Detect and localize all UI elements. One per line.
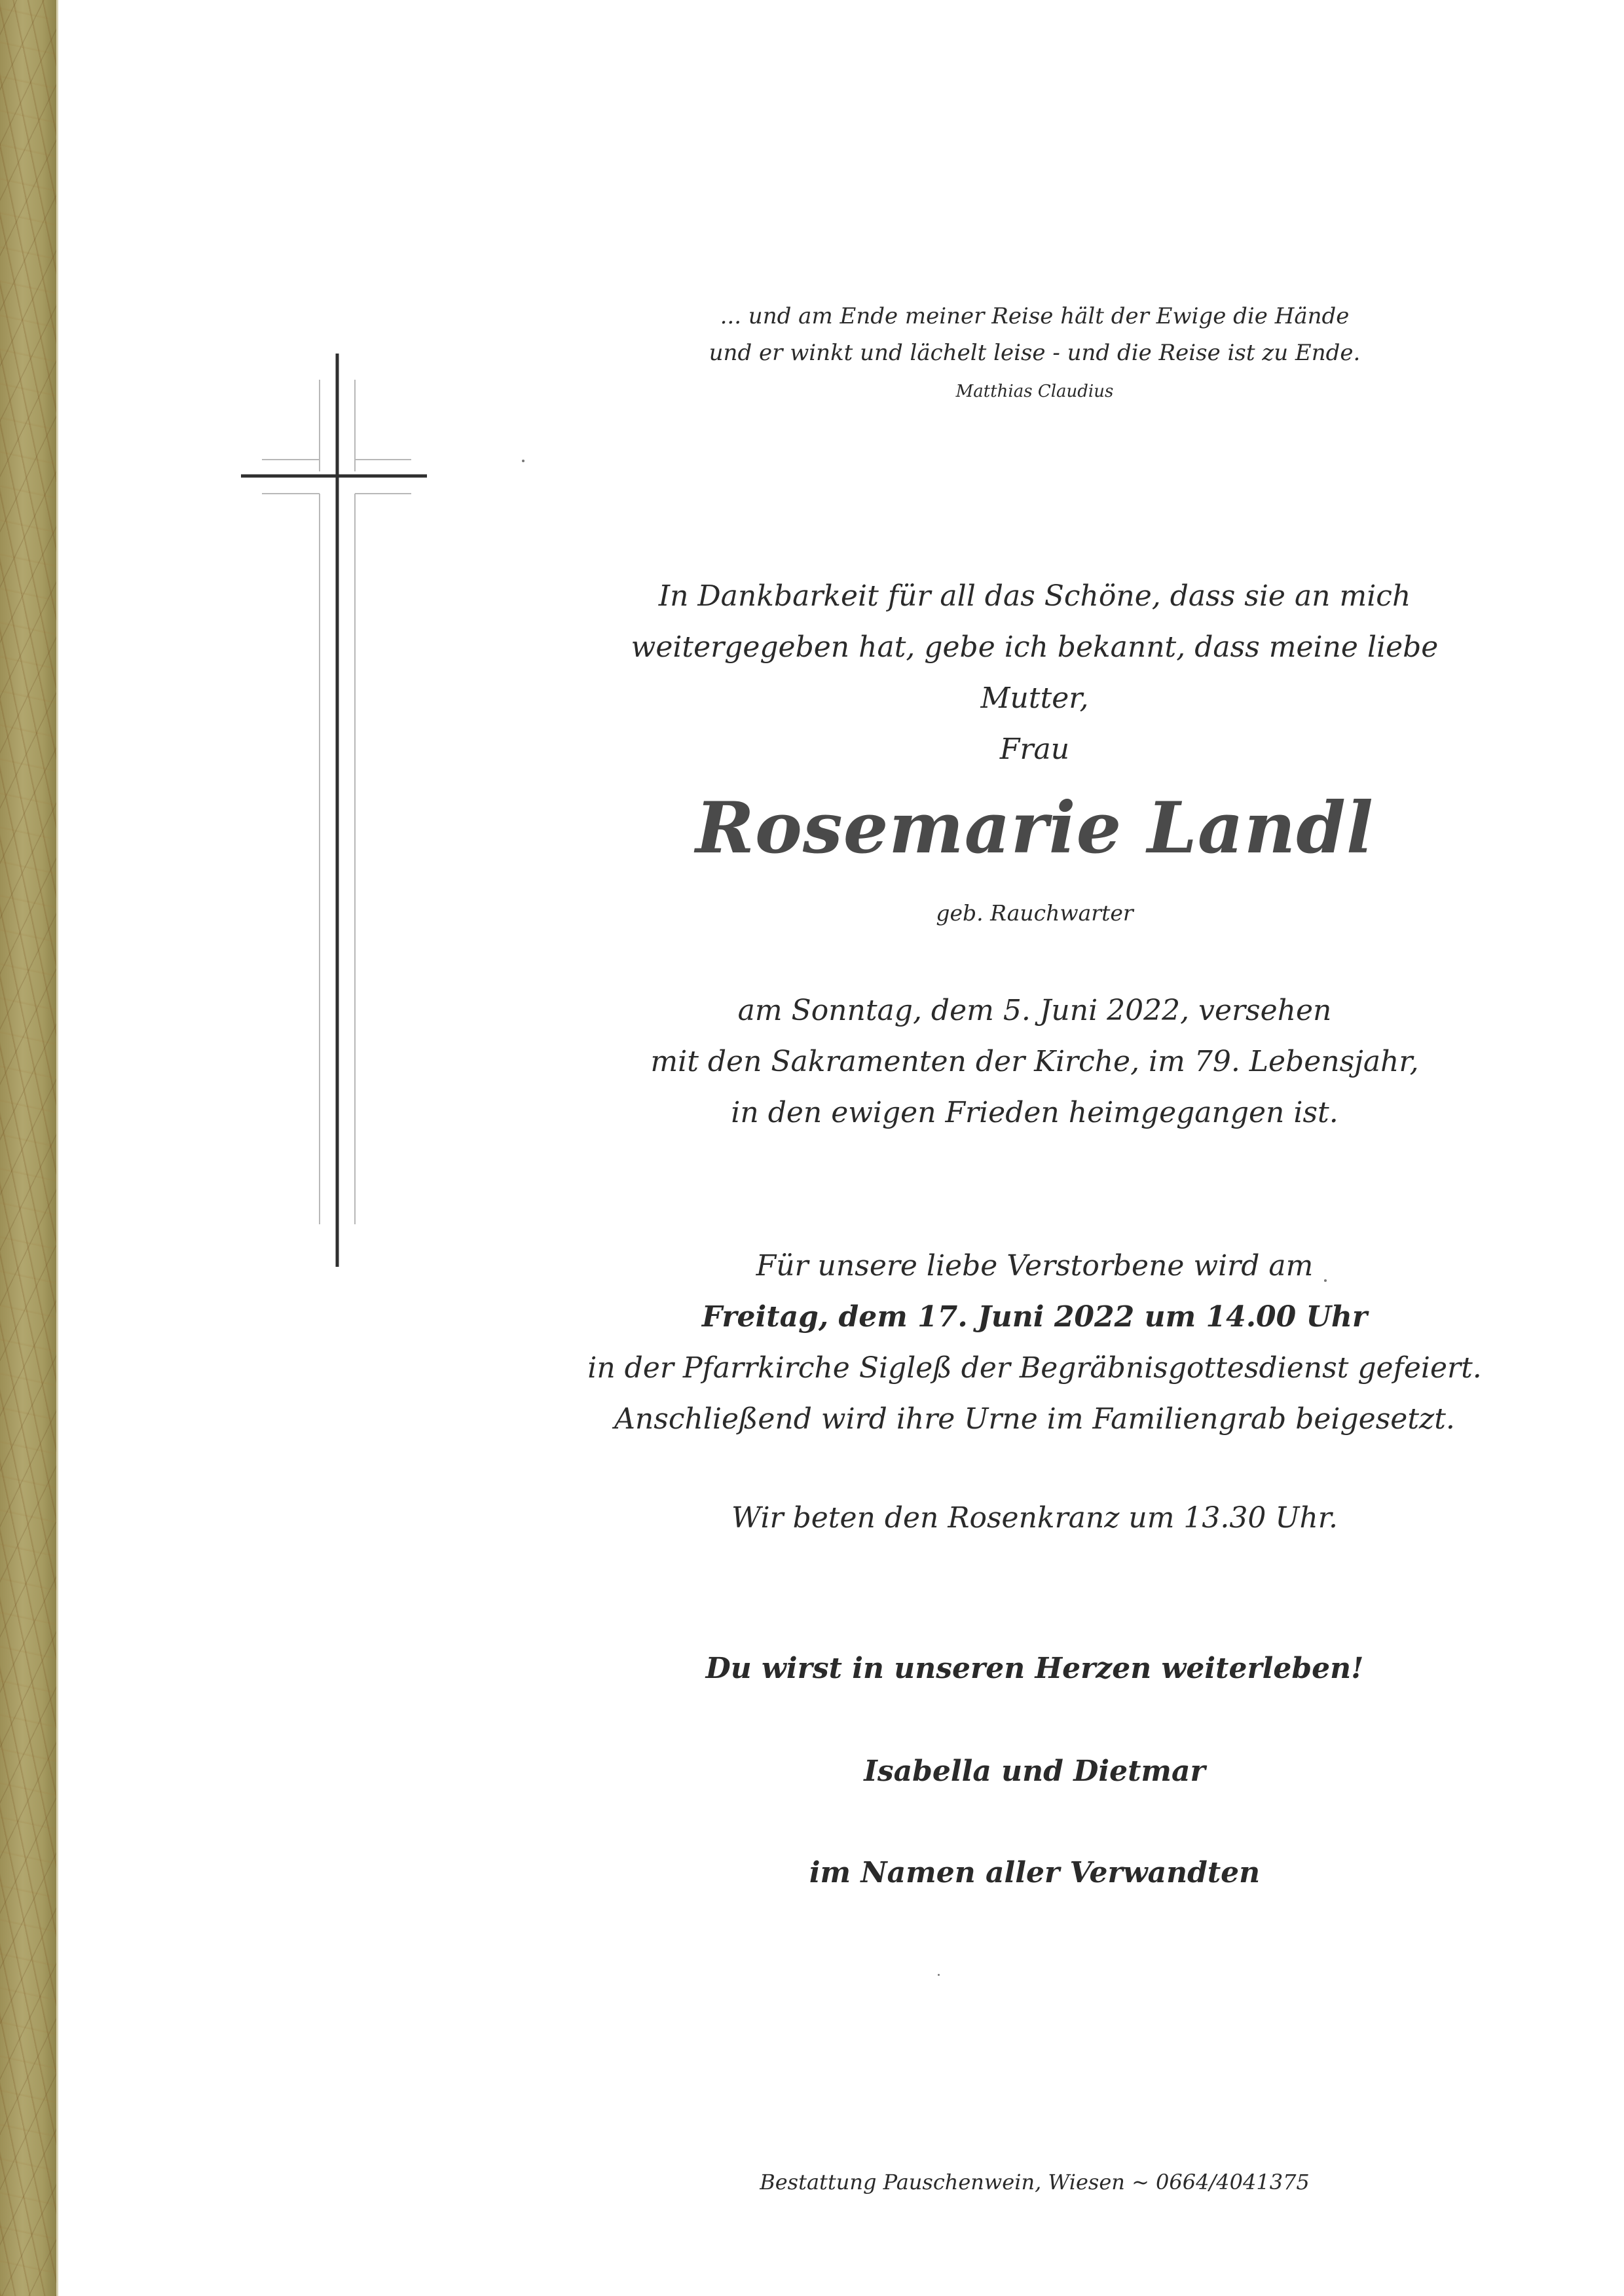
quote	[576, 298, 1493, 371]
quote-line: und er winkt und lächelt leise - und die Reise ist zu Ende.	[709, 340, 1361, 366]
death-notice	[576, 985, 1493, 1139]
funeral-date-time: Freitag, dem 17. Juni 2022 um 14.00 Uhr	[701, 1300, 1368, 1334]
border-edge	[56, 0, 58, 2296]
signers: Isabella und Dietmar	[864, 1755, 1206, 1788]
death-line: am Sonntag, dem 5. Juni 2022, versehen	[737, 994, 1332, 1027]
cross-icon	[236, 354, 432, 1270]
closing-line: Du wirst in unseren Herzen weiterleben!	[705, 1652, 1364, 1685]
intro-text	[576, 571, 1493, 775]
rosary-notice: Wir beten den Rosenkranz um 13.30 Uhr.	[731, 1501, 1338, 1535]
death-line: mit den Sakramenten der Kirche, im 79. Lebensjahr,	[650, 1045, 1419, 1078]
intro-line: Frau	[999, 733, 1070, 766]
funeral-line: Für unsere liebe Verstorbene wird am	[756, 1249, 1314, 1283]
relatives-line: im Namen aller Verwandten	[809, 1856, 1261, 1889]
scan-speck	[938, 1974, 940, 1976]
scan-speck	[522, 460, 525, 462]
deceased-name: Rosemarie Landl	[695, 787, 1374, 869]
intro-line: In Dankbarkeit für all das Schöne, dass sie an mich	[658, 579, 1411, 613]
funeral-home-footer: Bestattung Pauschenwein, Wiesen ~ 0664/4041375	[760, 2170, 1310, 2195]
quote-line: ... und am Ende meiner Reise hält der Ewige die Hände	[720, 303, 1350, 329]
intro-line: weitergegeben hat, gebe ich bekannt, dass meine liebe Mutter,	[631, 630, 1439, 715]
funeral-notice	[576, 1241, 1493, 1445]
marble-border-strip	[0, 0, 56, 2296]
funeral-line: Anschließend wird ihre Urne im Familiengrab beigesetzt.	[614, 1402, 1455, 1436]
birth-name: geb. Rauchwarter	[936, 900, 1134, 926]
quote-author: Matthias Claudius	[955, 382, 1114, 401]
scan-speck	[1324, 1279, 1327, 1282]
funeral-line: in der Pfarrkirche Sigleß der Begräbnisgottesdienst gefeiert.	[587, 1351, 1482, 1385]
death-line: in den ewigen Frieden heimgegangen ist.	[731, 1096, 1338, 1129]
